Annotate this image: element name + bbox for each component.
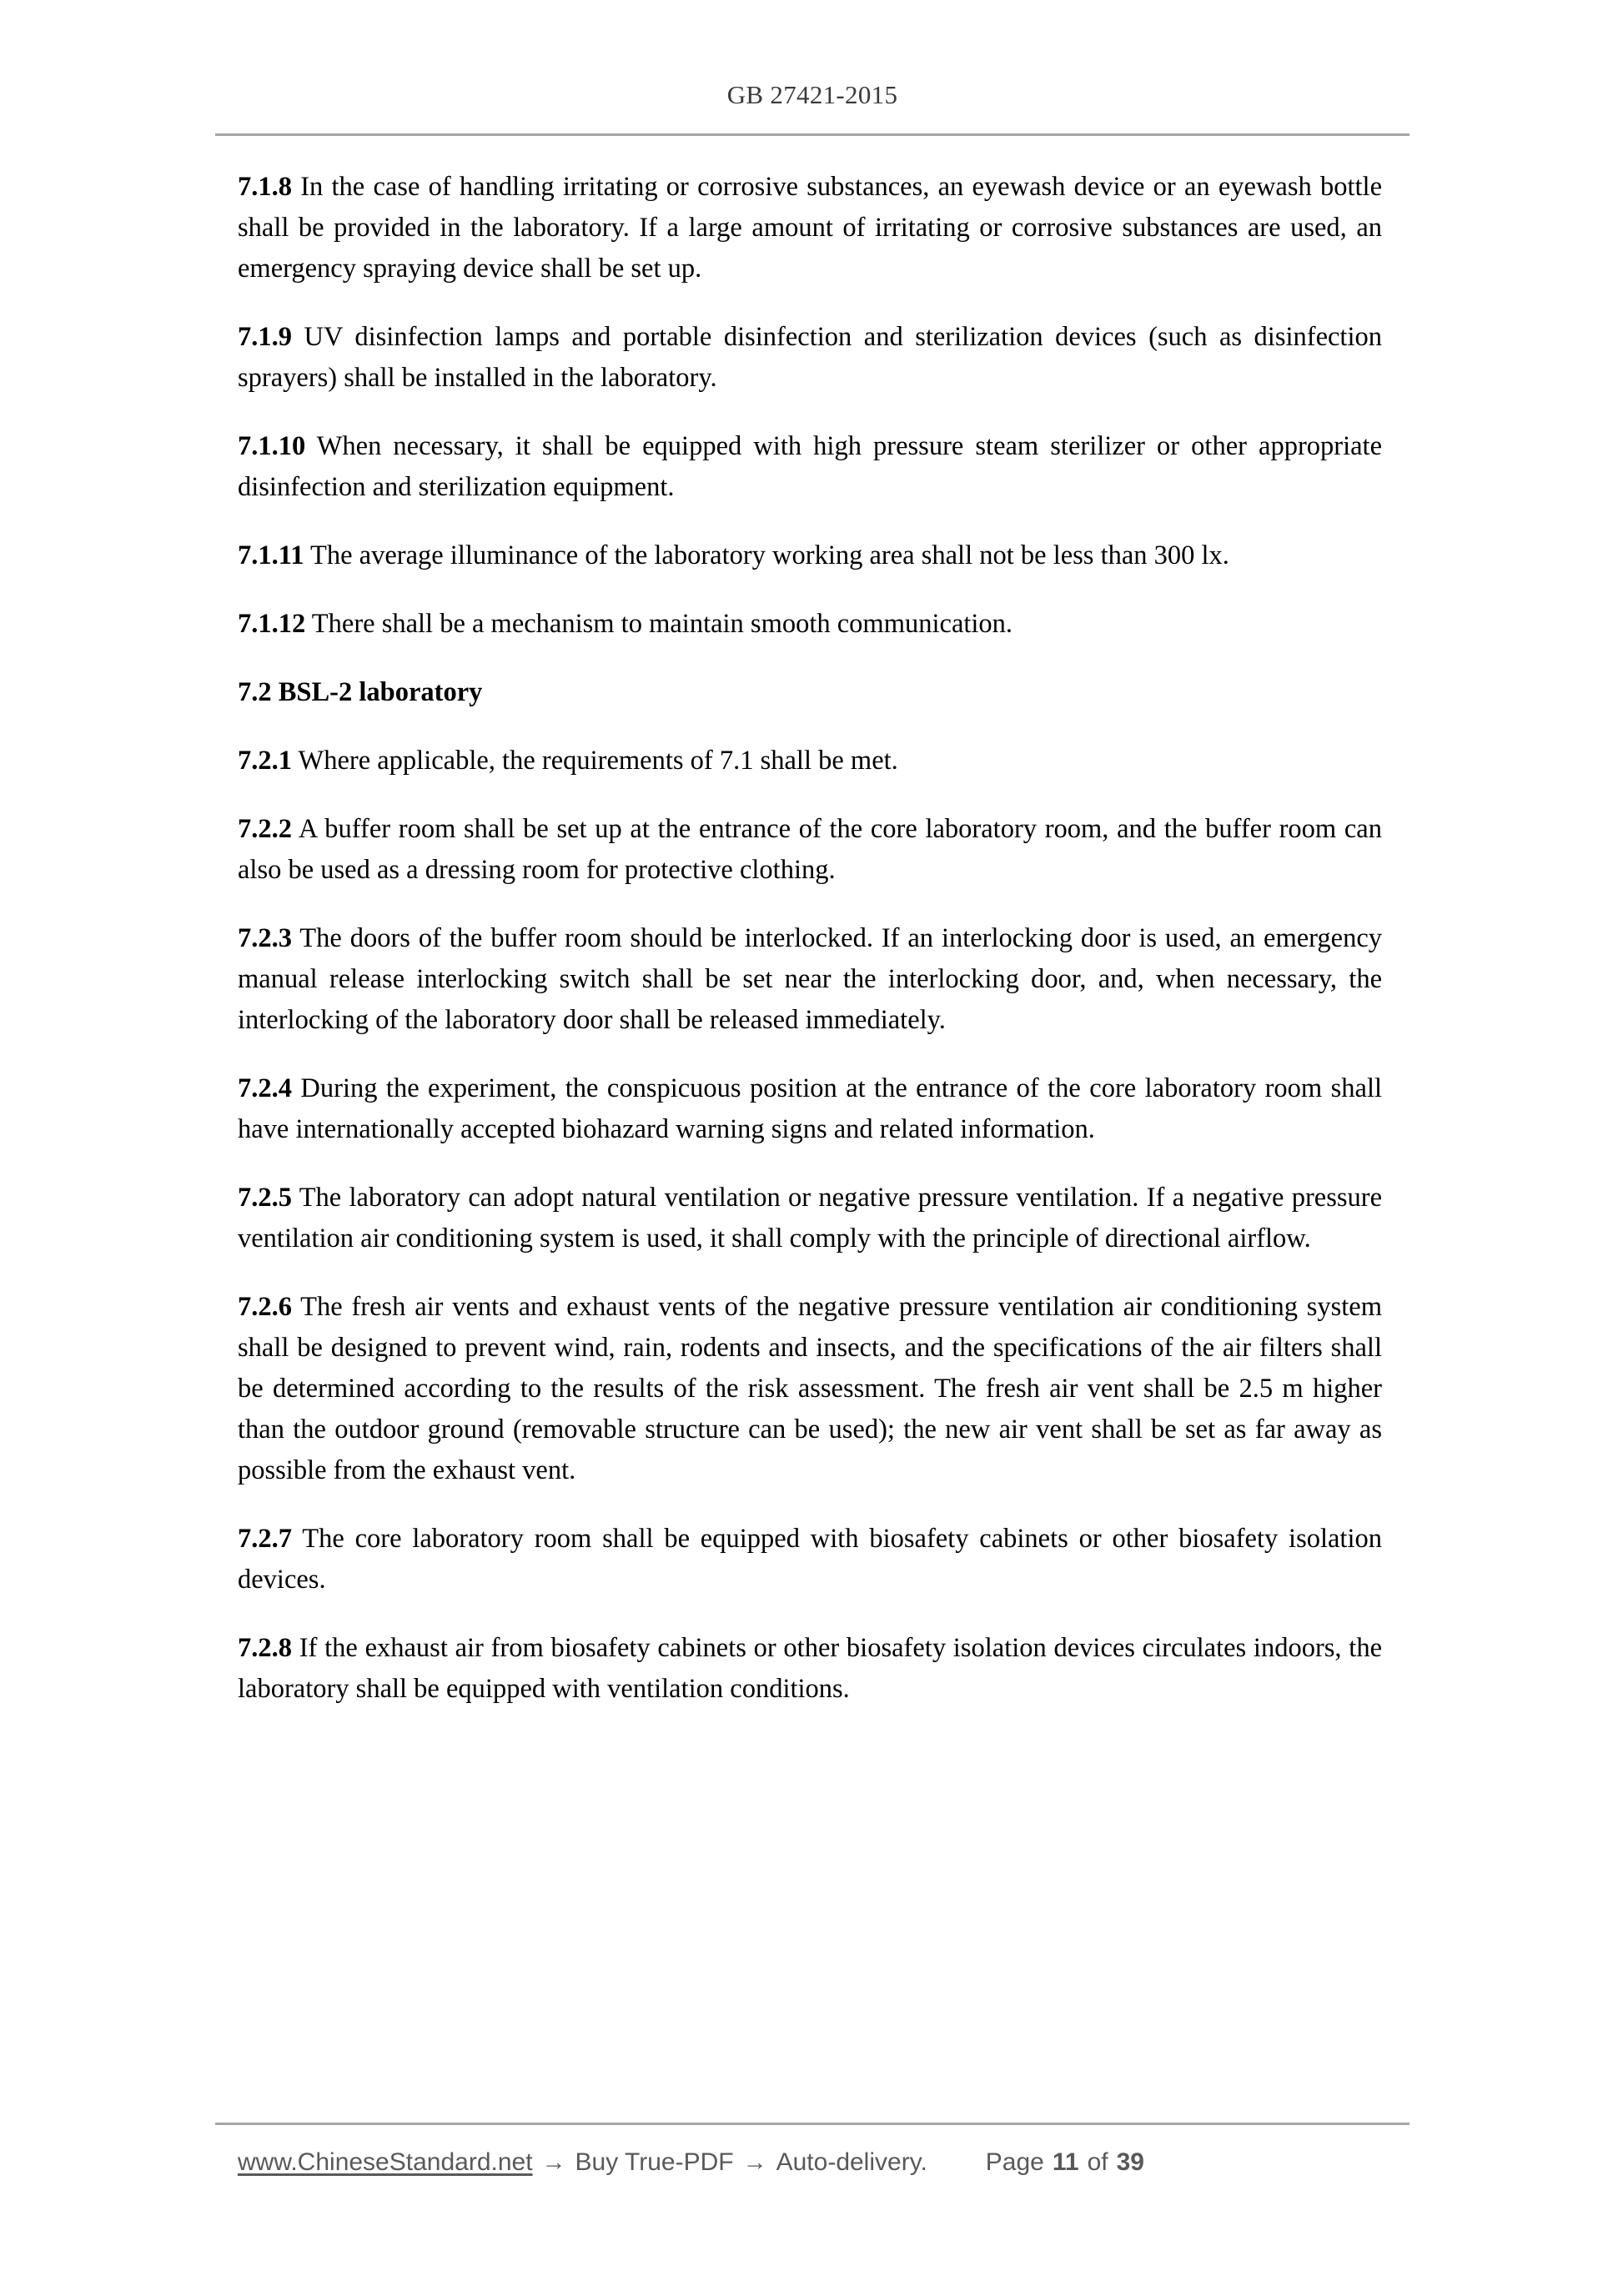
clause-text: The average illuminance of the laboratory working area shall not be less than 300 lx. [304,540,1229,570]
clause-text: When necessary, it shall be equipped with high pressure steam sterilizer or other appropriate disinfection and sterilization equipment. [238,431,1382,502]
clause-number: 7.1.11 [238,540,304,570]
clause-text: The doors of the buffer room should be interlocked. If an interlocking door is used, an emergency manual release interlocking switch shall be set near the interlocking door, and, when necessary, the interlocking of the laboratory door shall be released immediately. [238,923,1382,1035]
clause-7-1-8 [238,167,1382,289]
arrow-right-icon: → [742,2149,767,2176]
clause-text: During the experiment, the conspicuous position at the entrance of the core laboratory room shall have internationally accepted biohazard warning signs and related information. [238,1073,1382,1144]
page-indicator [986,2148,1144,2177]
clause-7-2-6 [238,1287,1382,1491]
clause-number: 7.2.6 [238,1292,292,1322]
clause-number: 7.2.7 [238,1524,292,1554]
page-footer [238,2148,1389,2177]
clause-number: 7.2.3 [238,923,292,953]
clause-text: Where applicable, the requirements of 7.1 shall be met. [292,746,898,776]
footer-divider [215,2123,1409,2125]
header-divider [215,133,1409,136]
clause-7-2-3 [238,918,1382,1041]
total-page-count: 39 [1116,2148,1144,2176]
section-heading-7-2: 7.2 BSL-2 laboratory [238,677,483,707]
standard-number-title: GB 27421-2015 [726,80,898,109]
clause-number: 7.2.1 [238,746,292,776]
clause-number: 7.2.5 [238,1183,292,1213]
page-header [215,79,1409,110]
current-page-number: 11 [1052,2148,1079,2176]
document-body [238,167,1382,1710]
clause-7-2-4 [238,1068,1382,1150]
clause-7-2-5 [238,1178,1382,1259]
clause-7-1-11 [238,535,1382,576]
chinesestandard-link[interactable]: www.ChineseStandard.net [238,2148,533,2176]
clause-number: 7.2.4 [238,1073,292,1103]
arrow-right-icon: → [541,2149,566,2176]
clause-7-1-12 [238,604,1382,645]
clause-text: The fresh air vents and exhaust vents of the negative pressure ventilation air conditioning system shall be designed to prevent wind, rain, rodents and insects, and the specifications of the air filters shall be determined according to the results of the risk assessment. The fresh air vent shall be 2.5 m higher than the outdoor ground (removable structure can be used); the new air vent shall be set as far away as possible from the exhaust vent. [238,1292,1382,1485]
clause-text: In the case of handling irritating or corrosive substances, an eyewash device or an eyewash bottle shall be provided in the laboratory. If a large amount of irritating or corrosive substances are used, an emergency spraying device shall be set up. [238,172,1382,284]
footer-promo [238,2148,927,2177]
clause-number: 7.1.10 [238,431,306,461]
clause-text: The laboratory can adopt natural ventilation or negative pressure ventilation. If a negative pressure ventilation air conditioning system is used, it shall comply with the principle of directional airflow. [238,1183,1382,1254]
clause-number: 7.2.2 [238,814,292,844]
clause-7-2-2 [238,809,1382,891]
clause-number: 7.1.9 [238,322,292,352]
clause-number: 7.1.12 [238,609,306,639]
clause-7-1-9 [238,317,1382,399]
clause-7-2-8 [238,1628,1382,1710]
clause-7-1-10 [238,426,1382,508]
clause-text: A buffer room shall be set up at the entrance of the core laboratory room, and the buffer room can also be used as a dressing room for protective clothing. [238,814,1382,885]
auto-delivery-label: Auto-delivery. [776,2148,927,2176]
clause-number: 7.2.8 [238,1633,292,1663]
clause-text: The core laboratory room shall be equipped with biosafety cabinets or other biosafety isolation devices. [238,1524,1382,1595]
buy-true-pdf-label: Buy True-PDF [575,2148,734,2176]
clause-text: If the exhaust air from biosafety cabinets or other biosafety isolation devices circulates indoors, the laboratory shall be equipped with ventilation conditions. [238,1633,1382,1704]
of-label: of [1087,2148,1108,2176]
clause-text: UV disinfection lamps and portable disinfection and sterilization devices (such as disinfection sprayers) shall be installed in the laboratory. [238,322,1382,393]
clause-7-2-1 [238,741,1382,781]
clause-7-2-7 [238,1519,1382,1600]
clause-text: There shall be a mechanism to maintain smooth communication. [305,609,1013,639]
page-label: Page [985,2148,1044,2176]
clause-number: 7.1.8 [238,172,292,202]
